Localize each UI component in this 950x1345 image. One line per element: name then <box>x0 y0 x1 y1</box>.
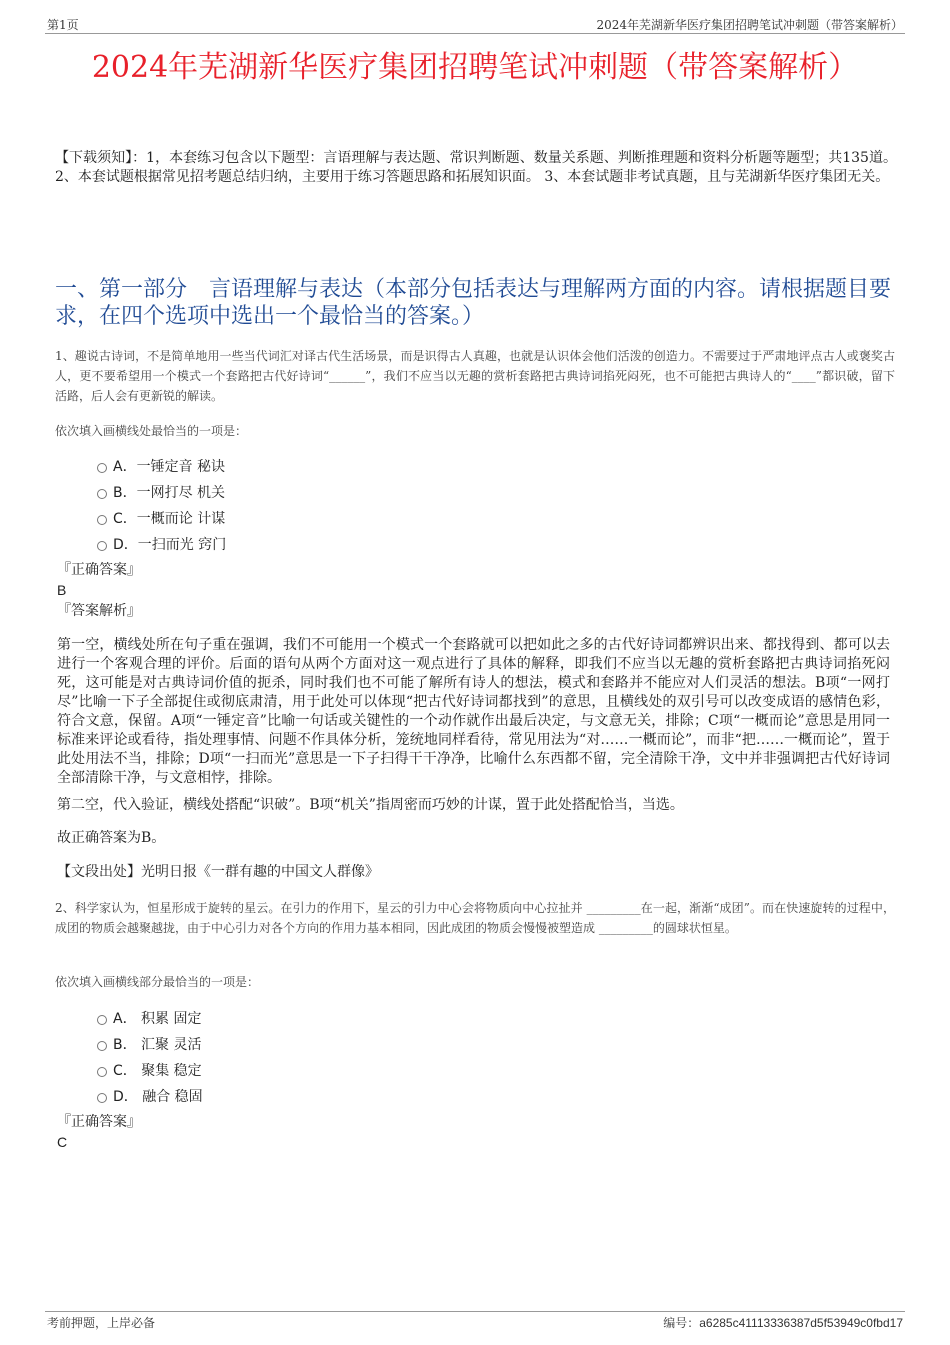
q2-option-a[interactable] <box>97 1008 201 1028</box>
section-heading: 一、第一部分 言语理解与表达（本部分包括表达与理解两方面的内容。请根据题目要求，在四个选项中选出一个最恰当的答案。） <box>55 277 892 329</box>
q1-source: 【文段出处】光明日报《一群有趣的中国文人群像》 <box>57 864 379 880</box>
q1-analysis-label: 『答案解析』 <box>57 603 141 619</box>
q2-answer-label: 『正确答案』 <box>57 1114 141 1130</box>
header-divider <box>45 33 905 34</box>
q1-option-d[interactable] <box>97 534 226 554</box>
radio-icon[interactable] <box>97 1041 107 1051</box>
q2-option-b[interactable] <box>97 1034 202 1054</box>
q1-analysis-paragraph-3: 故正确答案为B。 <box>57 830 166 846</box>
radio-icon[interactable] <box>97 541 107 551</box>
q1-option-c[interactable] <box>97 508 225 528</box>
question-1-prompt: 依次填入画横线处最恰当的一项是： <box>55 424 248 438</box>
option-label: C． 聚集 稳定 <box>113 1063 202 1079</box>
code-value: a6285c41113336387d5f53949c0fbd17 <box>699 1316 903 1330</box>
header-doc-title: 2024年芜湖新华医疗集团招聘笔试冲刺题（带答案解析） <box>596 18 903 32</box>
code-label: 编号： <box>663 1316 700 1330</box>
radio-icon[interactable] <box>97 1015 107 1025</box>
option-label: C．一概而论 计谋 <box>113 511 226 527</box>
q1-option-a[interactable] <box>97 456 225 476</box>
download-notice: 【下载须知】：1，本套练习包含以下题型：言语理解与表达题、常识判断题、数量关系题、判断推理题和资料分析题等题型；共135道。 2、本套试题根据常见招考题总结归纳，主要用于练习答题思路和拓展知识面。 3、本套试题非考试真题，且与芜湖新华医疗集团无关。 <box>55 150 897 185</box>
footer-code <box>663 1314 903 1331</box>
q1-answer-label: 『正确答案』 <box>57 562 141 578</box>
question-2-prompt: 依次填入画横线部分最恰当的一项是： <box>55 975 260 989</box>
radio-icon[interactable] <box>97 463 107 473</box>
q2-option-d[interactable] <box>97 1086 203 1106</box>
q1-analysis-paragraph-1: 第一空，横线处所在句子重在强调，我们不可能用一个模式一个套路就可以把如此之多的古代好诗词都辨识出来、都找得到、都可以去进行一个客观合理的评价。后面的语句从两个方面对这一观点进行了具体的解释，即我们不应当以无趣的赏析套路把古典诗词掐死闷死，这可能是对古典诗词价值的扼杀，同时我们也不可能了解所有诗人的想法，模式和套路并不能应对人们灵活的想法。B项“一网打尽”比喻一下子全部捉住或彻底肃清，用于此处可以体现“把古代好诗词都找到”的意思，且横线处的双引号可以改变成语的感情色彩，符合文意，保留。A项“一锤定音”比喻一句话或关键性的一个动作就作出最后决定，与文意无关，排除；C项“一概而论”意思是用同一标准来评论或看待，指处理事情、问题不作具体分析，笼统地同样看待，常见用法为“对……一概而论”，而非“把……一概而论”，置于此处用法不当，排除；D项“一扫而光”意思是一下子扫得干干净净，比喻什么东西都不留，完全清除干净，文中并非强调把古代好诗词全部清除干净，与文意相悖，排除。 <box>57 637 890 786</box>
footer-slogan: 考前押题，上岸必备 <box>47 1316 156 1330</box>
radio-icon[interactable] <box>97 1067 107 1077</box>
question-1-text: 1、趣说古诗词，不是简单地用一些当代词汇对译古代生活场景，而是识得古人真趣，也就是认识体会他们活泼的创造力。不需要过于严肃地评点古人或褒奖古人，更不要希望用一个模式一个套路把古代好诗词“______”，我们不应当以无趣的赏析套路把古典诗词掐死闷死，也不可能把古典诗人的“____”都识破，留下活路，后人会有更新锐的解读。 <box>55 349 895 403</box>
option-label: D． 融合 稳固 <box>113 1089 203 1105</box>
radio-icon[interactable] <box>97 515 107 525</box>
option-label: B．一网打尽 机关 <box>113 485 226 501</box>
radio-icon[interactable] <box>97 1093 107 1103</box>
question-2-text: 2、科学家认为，恒星形成于旋转的星云。在引力的作用下，星云的引力中心会将物质向中心拉扯并 _________在一起，渐渐“成团”。而在快速旋转的过程中，成团的物质会越聚越拢，由于中心引力对各个方向的作用力基本相同，因此成团的物质会慢慢被塑造成 _________的圆球状恒星。 <box>55 901 895 935</box>
option-label: D．一扫而光 窍门 <box>113 537 227 553</box>
document-title: 2024年芜湖新华医疗集团招聘笔试冲刺题（带答案解析） <box>91 50 859 85</box>
radio-icon[interactable] <box>97 489 107 499</box>
option-label: A．一锤定音 秘诀 <box>113 459 226 475</box>
page-number: 第1页 <box>47 18 79 32</box>
q1-option-b[interactable] <box>97 482 225 502</box>
q2-option-c[interactable] <box>97 1060 202 1080</box>
q1-answer: B <box>57 582 67 598</box>
option-label: A． 积累 固定 <box>113 1011 202 1027</box>
q1-analysis-paragraph-2: 第二空，代入验证，横线处搭配“识破”。B项“机关”指周密而巧妙的计谋，置于此处搭配恰当，当选。 <box>57 797 684 813</box>
footer-divider <box>45 1311 905 1312</box>
option-label: B． 汇聚 灵活 <box>113 1037 202 1053</box>
q2-answer: C <box>57 1134 68 1150</box>
